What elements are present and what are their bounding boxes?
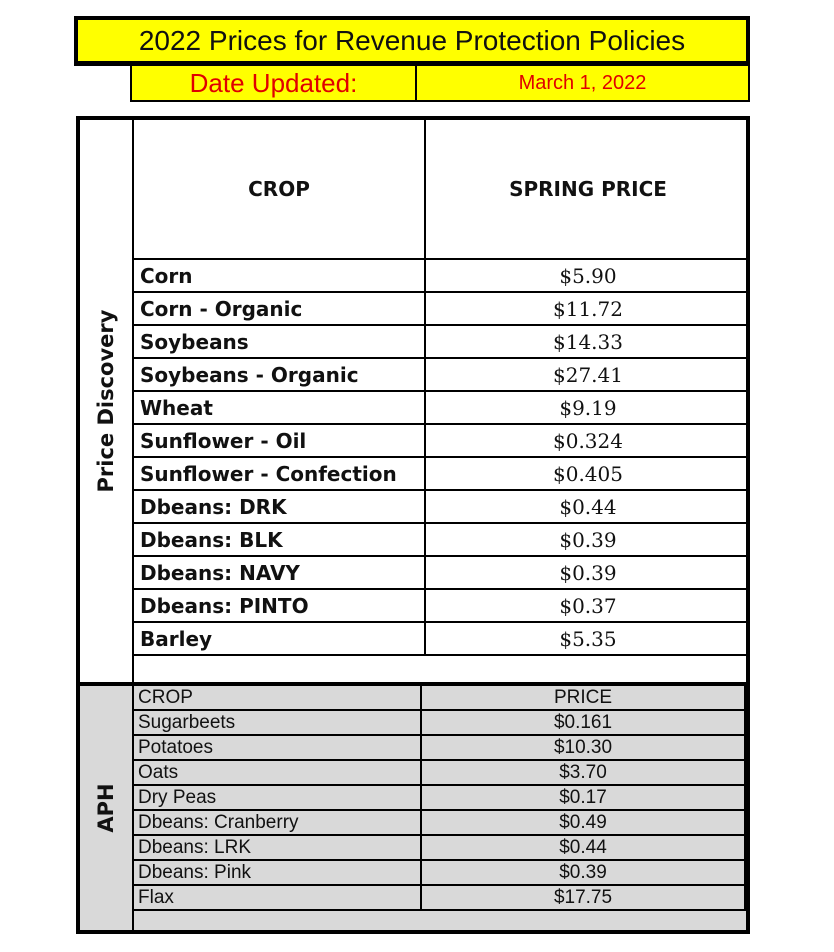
price-cell: $0.39 [425, 523, 750, 556]
table-row [134, 860, 745, 885]
crop-cell: Dry Peas [134, 785, 421, 810]
aph-header-row [134, 686, 745, 710]
price-cell: $27.41 [425, 358, 750, 391]
crop-cell: Flax [134, 885, 421, 910]
price-cell: $11.72 [425, 292, 750, 325]
price-cell: $0.161 [421, 710, 745, 735]
table-row [134, 523, 750, 556]
price-table [76, 116, 750, 934]
crop-cell: Dbeans: LRK [134, 835, 421, 860]
crop-cell: Soybeans [134, 325, 425, 358]
crop-cell: Sugarbeets [134, 710, 421, 735]
crop-cell: Dbeans: Pink [134, 860, 421, 885]
table-row [134, 735, 745, 760]
price-cell: $0.39 [425, 556, 750, 589]
price-cell: $0.44 [425, 490, 750, 523]
price-cell: $0.324 [425, 424, 750, 457]
page-title: 2022 Prices for Revenue Protection Policies [74, 16, 750, 66]
crop-column-header: CROP [134, 120, 425, 259]
crop-cell: Dbeans: DRK [134, 490, 425, 523]
crop-cell: Oats [134, 760, 421, 785]
table-row [134, 760, 745, 785]
price-cell: $10.30 [421, 735, 745, 760]
crop-cell: Barley [134, 622, 425, 655]
spring-price-column-header: SPRING PRICE [425, 120, 750, 259]
table-row [134, 589, 750, 622]
price-cell: $14.33 [425, 325, 750, 358]
aph-section-label-cell [80, 686, 134, 930]
crop-cell: Dbeans: Cranberry [134, 810, 421, 835]
table-row [134, 556, 750, 589]
table-row [134, 710, 745, 735]
aph-section-label: APH [94, 783, 118, 833]
table-row [134, 358, 750, 391]
price-cell: $0.37 [425, 589, 750, 622]
table-row [134, 424, 750, 457]
price-cell: $3.70 [421, 760, 745, 785]
crop-cell: Potatoes [134, 735, 421, 760]
crop-cell: Soybeans - Organic [134, 358, 425, 391]
price-discovery-section-label-cell [80, 120, 134, 682]
crop-cell: Sunflower - Oil [134, 424, 425, 457]
table-row [134, 622, 750, 655]
price-discovery-header-row [134, 120, 750, 259]
table-row [134, 810, 745, 835]
price-cell: $17.75 [421, 885, 745, 910]
price-cell: $0.49 [421, 810, 745, 835]
aph-section [80, 682, 746, 930]
table-row [134, 391, 750, 424]
table-row [134, 457, 750, 490]
price-cell: $5.90 [425, 259, 750, 292]
price-cell: $0.17 [421, 785, 745, 810]
crop-cell: Corn - Organic [134, 292, 425, 325]
crop-cell: Wheat [134, 391, 425, 424]
table-row [134, 292, 750, 325]
table-row [134, 885, 745, 910]
crop-cell: Sunflower - Confection [134, 457, 425, 490]
price-cell: $0.405 [425, 457, 750, 490]
aph-table [134, 686, 746, 911]
price-cell: $0.44 [421, 835, 745, 860]
table-row [134, 259, 750, 292]
crop-cell: Dbeans: PINTO [134, 589, 425, 622]
aph-price-column-header: PRICE [421, 686, 745, 710]
crop-cell: Dbeans: NAVY [134, 556, 425, 589]
price-discovery-table [134, 120, 750, 656]
aph-crop-column-header: CROP [134, 686, 421, 710]
table-row [134, 490, 750, 523]
date-updated-value: March 1, 2022 [417, 66, 750, 102]
price-cell: $0.39 [421, 860, 745, 885]
date-updated-label: Date Updated: [130, 66, 417, 102]
crop-cell: Corn [134, 259, 425, 292]
price-discovery-section-label: Price Discovery [94, 309, 118, 493]
table-row [134, 785, 745, 810]
table-row [134, 835, 745, 860]
price-cell: $5.35 [425, 622, 750, 655]
price-cell: $9.19 [425, 391, 750, 424]
table-row [134, 325, 750, 358]
date-updated-row [130, 66, 750, 102]
crop-cell: Dbeans: BLK [134, 523, 425, 556]
